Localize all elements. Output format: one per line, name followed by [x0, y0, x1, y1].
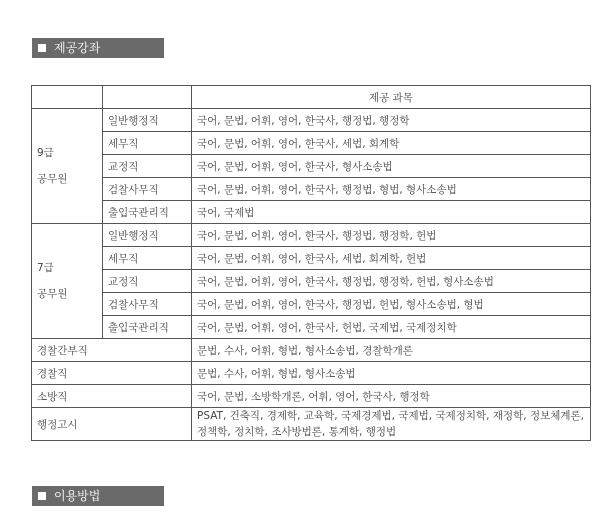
subjects-cell: 국어, 문법, 어휘, 영어, 한국사, 행정법, 행정학	[192, 109, 591, 132]
job-cell: 검찰사무직	[103, 293, 192, 316]
subjects-cell: 문법, 수사, 어휘, 형법, 형사소송법, 경찰학개론	[192, 339, 591, 362]
subjects-cell: 국어, 문법, 어휘, 영어, 한국사, 행정법, 행정학, 헌법	[192, 224, 591, 247]
courses-table	[31, 85, 591, 441]
square-bullet-icon	[38, 492, 46, 500]
table-header-row	[32, 86, 591, 109]
table-row	[32, 109, 591, 132]
job-cell: 출입국관리직	[103, 201, 192, 224]
group-label-9: 9급 공무원	[32, 109, 103, 224]
subjects-cell: 국어, 문법, 어휘, 영어, 한국사, 헌법, 국제법, 국제정치학	[192, 316, 591, 339]
category-cell: 소방직	[32, 385, 192, 408]
table-row	[32, 155, 591, 178]
header-empty-cell	[32, 86, 103, 109]
table-row	[32, 385, 591, 408]
job-cell: 일반행정직	[103, 109, 192, 132]
subjects-cell: 국어, 국제법	[192, 201, 591, 224]
job-cell: 교정직	[103, 270, 192, 293]
table-row	[32, 201, 591, 224]
job-cell: 세무직	[103, 132, 192, 155]
header-subjects: 제공 과목	[192, 86, 591, 109]
section-header-courses	[32, 38, 164, 58]
table-row	[32, 408, 591, 441]
job-cell: 일반행정직	[103, 224, 192, 247]
table-row	[32, 132, 591, 155]
category-cell: 경찰간부직	[32, 339, 192, 362]
category-cell: 경찰직	[32, 362, 192, 385]
subjects-cell: 국어, 문법, 어휘, 영어, 한국사, 세법, 회계학	[192, 132, 591, 155]
category-cell: 행정고시	[32, 408, 192, 441]
table-row	[32, 362, 591, 385]
table-row	[32, 178, 591, 201]
table-row	[32, 270, 591, 293]
section-title: 이용방법	[54, 489, 101, 503]
job-cell: 검찰사무직	[103, 178, 192, 201]
subjects-cell: 국어, 문법, 어휘, 영어, 한국사, 행정법, 행정학, 헌법, 형사소송법	[192, 270, 591, 293]
job-cell: 세무직	[103, 247, 192, 270]
section-header-usage	[32, 486, 164, 506]
job-cell: 출입국관리직	[103, 316, 192, 339]
table-row	[32, 339, 591, 362]
job-cell: 교정직	[103, 155, 192, 178]
table-row	[32, 316, 591, 339]
subjects-cell: 국어, 문법, 어휘, 영어, 한국사, 행정법, 형법, 형사소송법	[192, 178, 591, 201]
section-title: 제공강좌	[54, 41, 101, 55]
subjects-cell: 국어, 문법, 어휘, 영어, 한국사, 행정법, 헌법, 형사소송법, 형법	[192, 293, 591, 316]
square-bullet-icon	[38, 44, 46, 52]
subjects-cell: 국어, 문법, 어휘, 영어, 한국사, 세법, 회계학, 헌법	[192, 247, 591, 270]
subjects-cell: 국어, 문법, 어휘, 영어, 한국사, 형사소송법	[192, 155, 591, 178]
subjects-cell: 국어, 문법, 소방학개론, 어휘, 영어, 한국사, 행정학	[192, 385, 591, 408]
group-label-7: 7급 공무원	[32, 224, 103, 339]
subjects-cell: PSAT, 건축직, 경제학, 교육학, 국제경제법, 국제법, 국제정치학, 재정학, 정보체계론, 정책학, 정치학, 조사방법론, 통계학, 행정법	[192, 408, 591, 441]
table-row	[32, 224, 591, 247]
table-row	[32, 247, 591, 270]
subjects-cell: 문법, 수사, 어휘, 형법, 형사소송법	[192, 362, 591, 385]
table-row	[32, 293, 591, 316]
header-empty-cell	[103, 86, 192, 109]
